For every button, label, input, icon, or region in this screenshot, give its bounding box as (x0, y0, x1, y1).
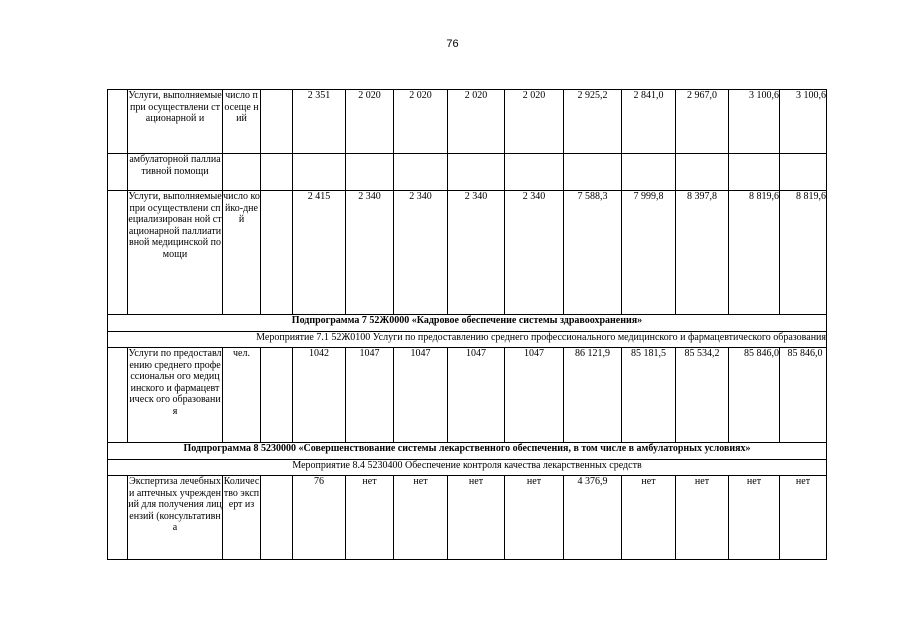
empty-cell (729, 154, 780, 191)
table-row (108, 476, 827, 560)
value-cell: нет (729, 476, 780, 560)
service-name-cell: амбулаторной паллиативной помощи (128, 154, 223, 191)
value-cell: 85 846,0 (780, 348, 827, 443)
value-cell: 76 (293, 476, 346, 560)
value-cell: 4 376,9 (564, 476, 622, 560)
value-cell: 2 020 (505, 90, 564, 154)
value-cell: 2 340 (394, 191, 448, 315)
value-cell: 86 121,9 (564, 348, 622, 443)
value-cell: 2 020 (346, 90, 394, 154)
value-cell: нет (676, 476, 729, 560)
empty-cell (676, 154, 729, 191)
value-cell: 7 588,3 (564, 191, 622, 315)
empty-cell (394, 154, 448, 191)
table-row (108, 154, 827, 191)
value-cell: 2 340 (346, 191, 394, 315)
value-cell: 3 100,6 (729, 90, 780, 154)
empty-cell (448, 154, 505, 191)
empty-cell (261, 348, 293, 443)
value-cell: 2 020 (394, 90, 448, 154)
value-cell: 8 819,6 (729, 191, 780, 315)
empty-cell (261, 191, 293, 315)
value-cell: 2 967,0 (676, 90, 729, 154)
value-cell: нет (448, 476, 505, 560)
value-cell: нет (622, 476, 676, 560)
empty-cell (108, 191, 128, 315)
value-cell: 2 415 (293, 191, 346, 315)
value-cell: 2 340 (448, 191, 505, 315)
subprogram-row (108, 443, 827, 460)
activity-row (108, 460, 827, 476)
empty-cell (261, 90, 293, 154)
budget-table (107, 89, 827, 560)
value-cell: 8 819,6 (780, 191, 827, 315)
table-row (108, 191, 827, 315)
value-cell: нет (780, 476, 827, 560)
empty-cell (261, 476, 293, 560)
value-cell: 85 181,5 (622, 348, 676, 443)
empty-cell (261, 154, 293, 191)
service-name-cell: Услуги, выполняемые при осуществлени стационарной и (128, 90, 223, 154)
empty-cell (293, 154, 346, 191)
empty-cell (346, 154, 394, 191)
service-name-cell: Услуги по предоставлению среднего профессиональн ого медицинского и фармацевтическ ого образования (128, 348, 223, 443)
unit-cell: число посеще ний (223, 90, 261, 154)
empty-cell (564, 154, 622, 191)
value-cell: 2 841,0 (622, 90, 676, 154)
table-row (108, 90, 827, 154)
value-cell: 8 397,8 (676, 191, 729, 315)
service-name-cell: Экспертиза лечебных и аптечных учреждений для получения лицензий (консультативна (128, 476, 223, 560)
value-cell: 2 925,2 (564, 90, 622, 154)
value-cell: 85 534,2 (676, 348, 729, 443)
value-cell: 2 020 (448, 90, 505, 154)
empty-cell (622, 154, 676, 191)
activity-title: Мероприятие 8.4 5230400 Обеспечение контроля качества лекарственных средств (108, 460, 827, 476)
table-row (108, 348, 827, 443)
empty-cell (108, 348, 128, 443)
empty-cell (108, 476, 128, 560)
page-number: 76 (446, 38, 459, 50)
activity-row (108, 332, 827, 348)
value-cell: 2 351 (293, 90, 346, 154)
value-cell: нет (346, 476, 394, 560)
value-cell: 85 846,0 (729, 348, 780, 443)
value-cell: 1042 (293, 348, 346, 443)
value-cell: 1047 (448, 348, 505, 443)
subprogram-row (108, 315, 827, 332)
empty-cell (223, 154, 261, 191)
subprogram-title: Подпрограмма 8 5230000 «Совершенствование системы лекарственного обеспечения, в том числе в амбулаторных условиях» (108, 443, 827, 460)
service-name-cell: Услуги, выполняемые при осуществлени специализирован ной стационарной паллиативной медицинской помощи (128, 191, 223, 315)
value-cell: 3 100,6 (780, 90, 827, 154)
unit-cell: число койко-дней (223, 191, 261, 315)
unit-cell: чел. (223, 348, 261, 443)
empty-cell (505, 154, 564, 191)
value-cell: 7 999,8 (622, 191, 676, 315)
unit-cell: Количес тво эксперт из (223, 476, 261, 560)
value-cell: нет (394, 476, 448, 560)
value-cell: нет (505, 476, 564, 560)
value-cell: 2 340 (505, 191, 564, 315)
activity-title: Мероприятие 7.1 52Ж0100 Услуги по предоставлению среднего профессионального медицинского и фармацевтического образования (108, 332, 827, 348)
subprogram-title: Подпрограмма 7 52Ж0000 «Кадровое обеспечение системы здравоохранения» (108, 315, 827, 332)
empty-cell (108, 90, 128, 154)
empty-cell (108, 154, 128, 191)
value-cell: 1047 (346, 348, 394, 443)
value-cell: 1047 (394, 348, 448, 443)
empty-cell (780, 154, 827, 191)
value-cell: 1047 (505, 348, 564, 443)
